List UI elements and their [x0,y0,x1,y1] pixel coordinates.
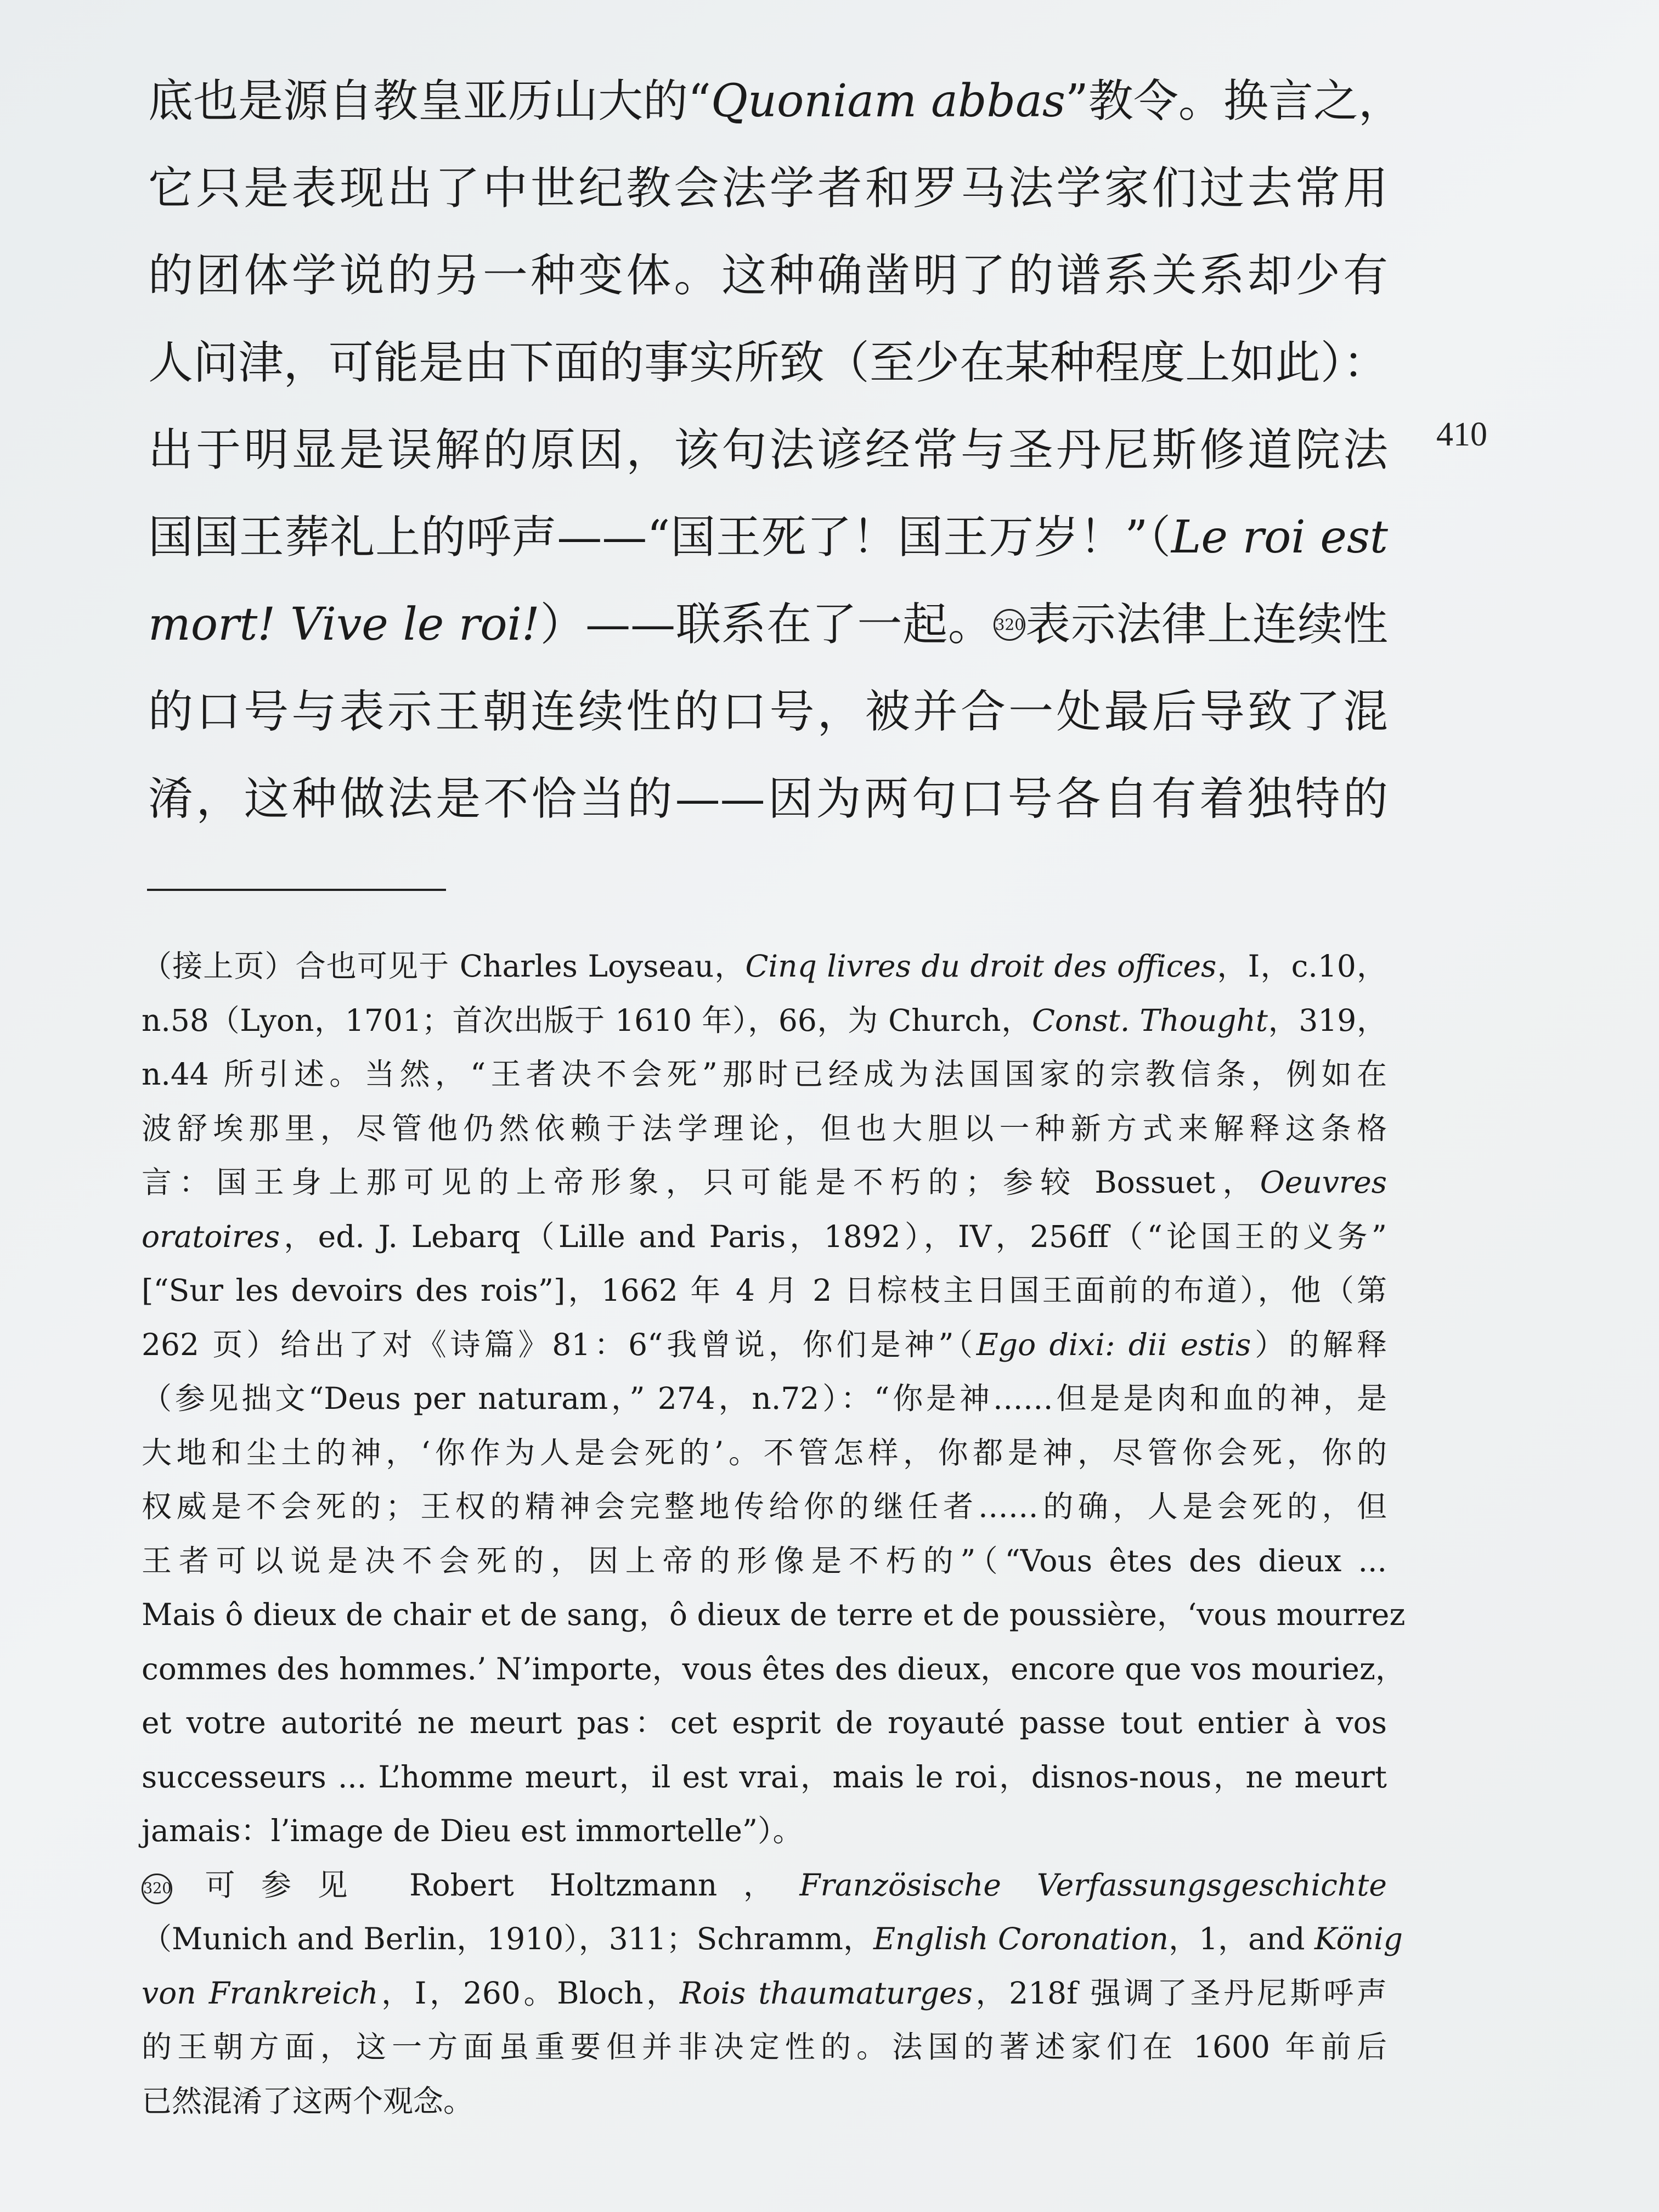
footnote-line [142,1155,1387,1210]
footnote-line [142,1318,1387,1372]
text-segment: [“Sur les devoirs des rois”]，1662 年 4 月 2 日棕枝主日国王面前的布道），他（第 [142,1273,1387,1308]
text-segment: jamais：l’image de Dieu est immortelle”）。 [142,1813,803,1848]
footnote-line [142,2020,1387,2074]
text-segment: ，218f 强调了圣丹尼斯呼声 [972,1975,1387,2011]
footnotes [142,939,1406,2128]
body-line [148,319,1388,407]
text-segment: 表示法律上连续性 [1025,599,1388,651]
text-segment: n.44 所引述。当然，“王者决不会死”那时已经成为法国国家的宗教信条，例如在 [142,1057,1387,1092]
text-segment: 波舒埃那里，尽管他仍然依赖于法学理论，但也大胆以一种新方式来解释这条格 [142,1110,1387,1146]
text-segment: ，1，and [1169,1921,1315,1956]
text-segment: （参见拙文“Deus per naturam，” 274，n.72）：“你是神……但是是肉和血的神，是 [142,1381,1387,1416]
text-segment: ”教令。换言之， [1065,75,1403,127]
footnote-line [142,1210,1387,1264]
footnote-line [142,1480,1387,1534]
body-line [148,668,1388,755]
italic-text-segment: Französische Verfassungsgeschichte [799,1867,1387,1903]
text-segment: 的团体学说的另一种变体。这种确凿明了的谱系关系却少有 [148,250,1388,302]
footnote-line [142,1858,1387,1912]
text-segment: ）——联系在了一起。 [539,599,994,651]
footnote-line [142,1642,1406,1696]
footnote-line [142,1372,1387,1426]
text-segment: 底也是源自教皇亚历山大的“ [148,75,711,127]
footnote-line [142,1696,1387,1750]
footnote-line [142,1750,1387,1804]
italic-text-segment: Ego dixi: dii estis [976,1327,1251,1362]
footnote-line [142,939,1387,994]
text-segment: 已然混淆了这两个观念。 [142,2083,474,2119]
text-segment: （接上页）合也可见于 Charles Loyseau， [142,949,746,984]
italic-text-segment: Const. Thought [1031,1002,1268,1038]
text-segment: n.58（Lyon，1701；首次出版于 1610 年），66，为 Church， [142,1002,1032,1038]
footnote-line [142,2074,1387,2129]
text-segment: 的口号与表示王朝连续性的口号，被并合一处最后导致了混 [148,686,1388,738]
text-segment: 出于明显是误解的原因，该句法谚经常与圣丹尼斯修道院法 [148,424,1388,476]
footnote-marker-circled: 320 [142,1874,172,1904]
footnote-line [142,994,1387,1048]
text-segment: （Munich and Berlin，1910），311；Schramm， [142,1921,873,1956]
text-segment: 言：国王身上那可见的上帝形象，只可能是不朽的；参较 Bossuet， [142,1165,1260,1200]
body-line [148,145,1388,232]
text-segment: ，319， [1267,1002,1387,1038]
italic-text-segment: Cinq livres du droit des offices [745,949,1217,984]
footnote-separator-rule [147,889,446,891]
text-segment: 大地和尘土的神，‘你作为人是会死的’。不管怎样，你都是神，尽管你会死，你的 [142,1435,1387,1470]
body-line [148,407,1388,494]
footnote-line [142,1047,1387,1102]
text-segment: ，I，260。Bloch， [378,1975,680,2011]
italic-text-segment: Rois thaumaturges [679,1975,973,2011]
footnote-line [142,1912,1403,1966]
footnote-line [142,1263,1387,1318]
footnote-line [142,1426,1387,1480]
text-segment: 淆，这种做法是不恰当的——因为两句口号各自有着独特的 [148,773,1388,825]
footnote-line [142,1102,1387,1156]
text-segment: ，ed. J. Lebarq（Lille and Paris，1892），IV，256ff（“论国王的义务” [280,1218,1387,1254]
text-segment: 王者可以说是决不会死的，因上帝的形像是不朽的”（“Vous êtes des dieux ... [142,1543,1387,1578]
body-line [148,232,1388,319]
text-segment: 可参见 Robert Holtzmann， [179,1867,800,1903]
text-segment: ）的解释 [1251,1327,1387,1362]
italic-text-segment: oratoires [142,1218,280,1254]
italic-text-segment: Quoniam abbas [710,75,1065,127]
text-segment: 262 页）给出了对《诗篇》81：6“我曾说，你们是神”（ [142,1327,977,1362]
text-segment: 人问津，可能是由下面的事实所致（至少在某种程度上如此）： [148,337,1388,389]
body-line [148,755,1388,843]
body-line [148,581,1388,668]
text-segment: commes des hommes.’ N’importe，vous êtes des dieux，encore que vos mouriez， [142,1651,1406,1686]
italic-text-segment: mort! Vive le roi! [148,599,540,651]
italic-text-segment: Le roi est [1171,511,1388,563]
text-segment: 它只是表现出了中世纪教会法学者和罗马法学家们过去常用 [148,162,1388,215]
text-segment: 权威是不会死的；王权的精神会完整地传给你的继任者……的确，人是会死的，但 [142,1489,1387,1524]
body-line [148,58,1403,145]
text-segment: 国国王葬礼上的呼声——“国王死了！国王万岁！”（ [148,511,1171,563]
footnote-marker-circled: 320 [994,609,1025,641]
footnote-line [142,1588,1406,1642]
text-segment: successeurs ... L’homme meurt，il est vrai，mais le roi，disnos-nous，ne meurt [142,1759,1387,1795]
italic-text-segment: Oeuvres [1260,1165,1387,1200]
italic-text-segment: English Coronation [873,1921,1169,1956]
text-segment: et votre autorité ne meurt pas：cet esprit de royauté passe tout entier à vos [142,1705,1387,1740]
italic-text-segment: von Frankreich [142,1975,379,2011]
italic-text-segment: König [1314,1921,1403,1956]
text-segment: ，I，c.10， [1216,949,1387,984]
body-line [148,494,1388,581]
footnote-line [142,1804,1387,1858]
footnote-line [142,1534,1387,1588]
text-segment: 的王朝方面，这一方面虽重要但并非决定性的。法国的著述家们在 1600 年前后 [142,2029,1387,2064]
text-segment: Mais ô dieux de chair et de sang，ô dieux de terre et de poussière，‘vous mourrez [142,1597,1406,1632]
margin-page-number: 410 [1436,416,1487,453]
footnote-line [142,1966,1387,2021]
main-body-text [148,58,1403,843]
